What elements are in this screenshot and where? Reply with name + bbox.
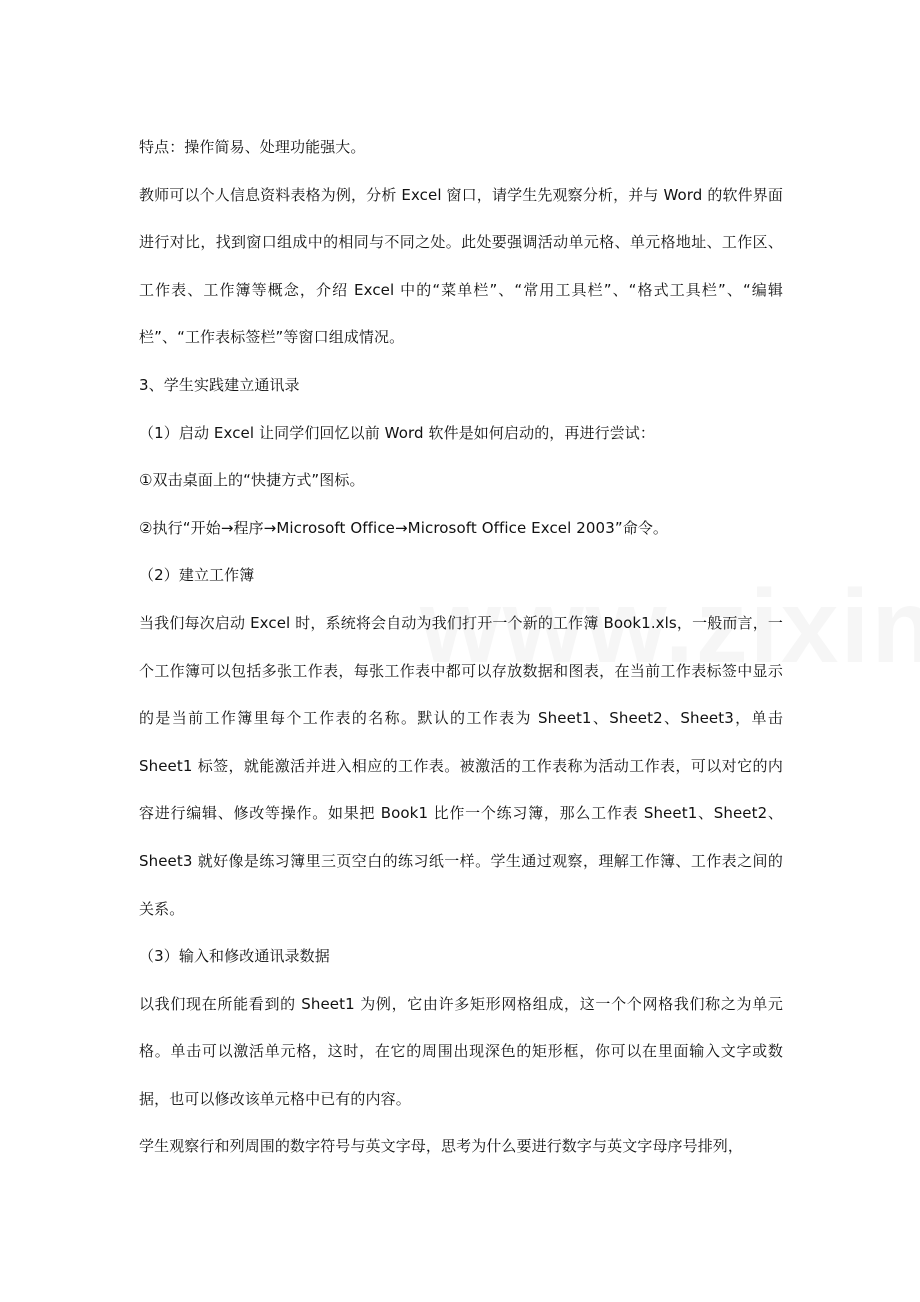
step-start-menu: ②执行“开始→程序→Microsoft Office→Microsoft Office Excel 2003”命令。 [139,518,669,537]
document-body [139,124,783,1171]
paragraph-features: 特点：操作简易、处理功能强大。 [139,138,366,156]
paragraph-workbook-explanation: 当我们每次启动 Excel 时，系统将会自动为我们打开一个新的工作簿 Book1.xls，一般而言，一个工作簿可以包括多张工作表，每张工作表中都可以存放数据和图表，在当前工作表标签中显示的是当前工作簿里每个工作表的名称。默认的工作表为 Sheet1、Sheet2、Sheet3，单击 Sheet1 标签，就能激活并进入相应的工作表。被激活的工作表称为活动工作表，可以对它的内容进行编辑、修改等操作。如果把 Book1 比作一个练习簿，那么工作表 Sheet1、Sheet2、Sheet3 就好像是练习簿里三页空白的练习纸一样。学生通过观察，理解工作簿、工作表之间的关系。 [139,613,783,918]
paragraph-excel-window-analysis: 教师可以个人信息资料表格为例，分析 Excel 窗口，请学生先观察分析，并与 Word 的软件界面进行对比，找到窗口组成中的相同与不同之处。此处要强调活动单元格、单元格地址、工作区、工作表、工作簿等概念，介绍 Excel 中的“菜单栏”、“常用工具栏”、“格式工具栏”、“编辑栏”、“工作表标签栏”等窗口组成情况。 [139,185,783,347]
step-double-click-shortcut: ①双击桌面上的“快捷方式”图标。 [139,471,365,490]
heading-input-modify-data: （3）输入和修改通讯录数据 [139,947,330,966]
heading-create-workbook: （2）建立工作簿 [139,566,255,585]
heading-student-practice: 3、学生实践建立通讯录 [139,375,300,394]
paragraph-cell-explanation: 以我们现在所能看到的 Sheet1 为例，它由许多矩形网格组成，这一个个网格我们称之为单元格。单击可以激活单元格，这时，在它的周围出现深色的矩形框，你可以在里面输入文字或数据，也可以修改该单元格中已有的内容。 [139,994,783,1108]
heading-start-excel: （1）启动 Excel 让同学们回忆以前 Word 软件是如何启动的，再进行尝试： [139,423,656,442]
paragraph-row-column-observation: 学生观察行和列周围的数字符号与英文字母，思考为什么要进行数字与英文字母序号排列， [139,1137,744,1156]
